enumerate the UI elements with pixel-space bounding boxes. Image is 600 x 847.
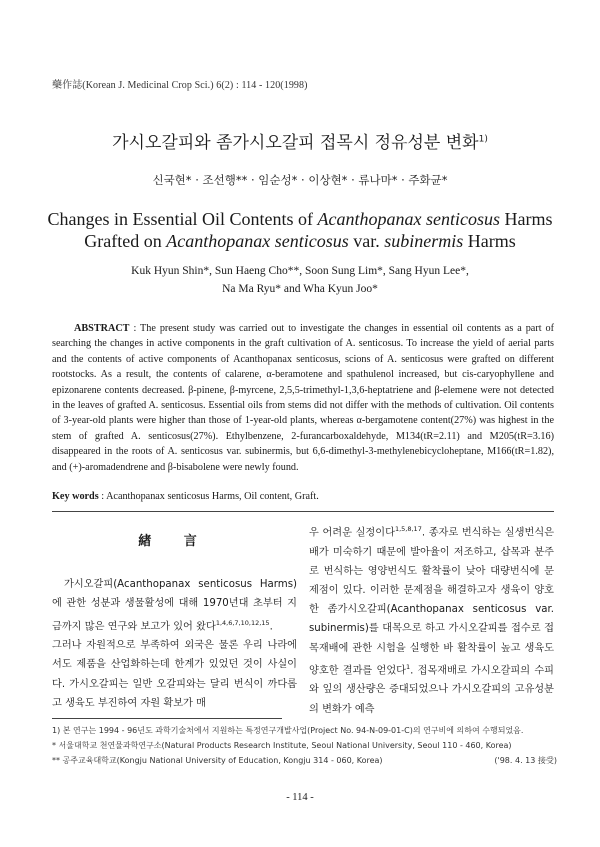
keywords xyxy=(52,491,554,502)
abstract xyxy=(52,321,554,475)
footnote-divider xyxy=(52,718,282,719)
received-date: ('98. 4. 13 接受) xyxy=(494,756,557,765)
citation-ref: 1,4,6,7,10,12,15 xyxy=(215,618,270,627)
keywords-text: : Acanthopanax senticosus Harms, Oil content, Graft. xyxy=(101,491,319,502)
footnote-funding: 1) 본 연구는 1994 - 96년도 과학기술처에서 지원하는 특정연구개발사업(Project No. 94-N-09-01-C)의 연구비에 의하여 수행되었음. xyxy=(52,726,524,735)
body-paragraph: 가시오갈피(Acanthopanax senticosus Harms)에 관한 성분과 생물활성에 대해 1970년대 초부터 지금까지 많은 연구와 보고가 있어 왔다$^{1,4,6,7,10,12,15}$. xyxy=(52,579,297,632)
english-authors xyxy=(40,262,560,298)
footnote-affiliation-2: ** 공주교육대학교(Kongju National University of Education, Kongju 314 - 060, Korea) ('98. 4. 13 接受) xyxy=(52,753,557,768)
section-heading-introduction: 緖 言 xyxy=(138,534,211,549)
body-paragraph: 우 어려운 실정이다$^{1,5,8,17}$. 종자로 번식하는 실생번식은 배가 미숙하기 때문에 발아율이 저조하고, 삽목과 분주로 번식하는 영양번식도 활착률이 낮아 대량번식에 문제점이 있다. 이러한 문제점을 해결하고자 생육이 양호한 좀가시오갈피(Acanthopanax senticosus var. subinermis)를 대목으로 하고 가시오갈피를 접수로 접목재배에 관한 시험을 실행한 바 활착률이 높고 생육도 양호한 결과를 얻었다$^1$. 접목재배로 가시오갈피의 수피와 잎의 생산량은 증대되었으나 가시오갈피의 고유성분의 변화가 예측 xyxy=(309,525,554,715)
english-authors-line-2: Na Ma Ryu* and Wha Kyun Joo* xyxy=(222,283,378,295)
korean-title-text: 가시오갈피와 좀가시오갈피 접목시 정유성분 변화 xyxy=(112,133,479,153)
citation-ref: 1,5,8,17 xyxy=(394,525,422,533)
body-column-right xyxy=(309,520,554,719)
footnote-affiliation-1: * 서울대학교 천연물과학연구소(Natural Products Research Institute, Seoul National University, Seoul 110 - 460, Korea) xyxy=(52,741,512,750)
page-number: - 114 - xyxy=(286,792,314,803)
abstract-text: : The present study was carried out to investigate the changes in essential oil contents as a part of searching the changes in active components in the graft cultivation of A. senticosus. To increase the yield of aerial parts and the contents of active components of Acanthopanax senticosus, scions of A. senticosus were grafted on different rootstocks. As a result, the contents of calarene, α-beramotene and spathulenol increased, but cis-caryophyllene and epizonarene contents decreased. β-pinene, β-myrcene, 2,5,5-trimethyl-1,3,6-heptatriene and β-elemene were not detected in the leaves of grafted A. senticosus. Essential oils from stems did not differ with the methods of cultivation. Oil contents of 3-year-old plants were higher than those of 1-year-old plants, whereas α-bergamotene content(27%) was highest in the stem of grafted A. senticosus(27%). Ethylbenzene, 2-furancarboxaldehyde, M134(tR=2.11) and M205(tR=3.16) disappeared in the roots of A. senticosus var. subinermis, but 6,6-dimethyl-3-methylenebicycloheptane, M166(tR=1.82), and (+)-aromadendrene and β-bisabolene were newly found. xyxy=(52,323,554,473)
english-authors-line-1: Kuk Hyun Shin*, Sun Haeng Cho**, Soon Sung Lim*, Sang Hyun Lee*, xyxy=(131,265,469,277)
abstract-label: ABSTRACT xyxy=(74,323,130,334)
footnotes xyxy=(52,723,557,768)
journal-citation-header: 藥作誌(Korean J. Medicinal Crop Sci.) 6(2) : 114 - 120(1998) xyxy=(52,80,308,91)
abstract-divider xyxy=(52,511,554,512)
english-title-line-1: Changes in Essential Oil Contents of Acanthopanax senticosus Harms xyxy=(47,209,553,229)
korean-title-footnote-mark: 1) xyxy=(478,134,488,145)
korean-authors: 신국현* · 조선행** · 임순성* · 이상현* · 류나마* · 주화균* xyxy=(152,173,448,187)
korean-title xyxy=(0,128,600,153)
body-column-left xyxy=(52,520,297,713)
body-paragraph: 그러나 자원적으로 부족하여 외국은 물론 우리 나라에서도 제품을 산업화하는데 한계가 있었던 것이 사실이다. 가시오갈피는 일반 오갈피와는 달리 번식이 까다롭고 생육도 부진하여 자원 확보가 매 xyxy=(52,640,297,709)
citation-ref: 1 xyxy=(406,662,411,671)
english-title-line-2: Grafted on Acanthopanax senticosus var. subinermis Harms xyxy=(84,231,516,251)
english-title xyxy=(40,208,560,252)
keywords-label: Key words xyxy=(52,491,99,502)
